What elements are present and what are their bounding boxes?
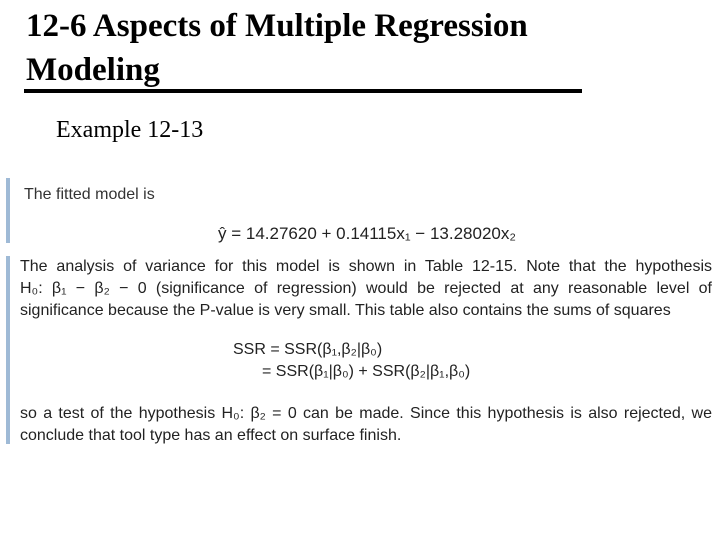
conclusion-paragraph-line1: so a test of the hypothesis H₀: β₂ = 0 can be made. Since this hypothesis is also rejected, we <box>20 405 712 422</box>
example-label: Example 12-13 <box>56 117 204 143</box>
accent-bar-bottom <box>6 256 10 444</box>
title-underline <box>24 89 582 93</box>
anova-paragraph <box>20 256 712 322</box>
conclusion-paragraph <box>20 403 712 447</box>
conclusion-paragraph-line2: conclude that tool type has an effect on surface finish. <box>20 427 402 444</box>
slide-title-line1: 12-6 Aspects of Multiple Regression <box>26 8 528 44</box>
ss-equation-line2: = SSR(β₁|β₀) + SSR(β₂|β₁,β₀) <box>262 363 471 380</box>
slide-title-line2: Modeling <box>26 52 160 88</box>
anova-paragraph-line2: H₀: β₁ − β₂ − 0 (significance of regression) would be rejected at any reasonable level of <box>20 280 712 297</box>
ss-equation-line1: SSR = SSR(β₁,β₂|β₀) <box>233 341 383 358</box>
fitted-model-equation: ŷ = 14.27620 + 0.14115x₁ − 13.28020x₂ <box>218 224 516 243</box>
slide-title <box>26 4 586 92</box>
anova-paragraph-line3: significance because the P-value is very small. This table also contains the sums of squares <box>20 302 671 319</box>
anova-paragraph-line1: The analysis of variance for this model is shown in Table 12-15. Note that the hypothesis <box>20 258 712 275</box>
accent-bar-top <box>6 178 10 243</box>
intro-text: The fitted model is <box>24 186 155 203</box>
